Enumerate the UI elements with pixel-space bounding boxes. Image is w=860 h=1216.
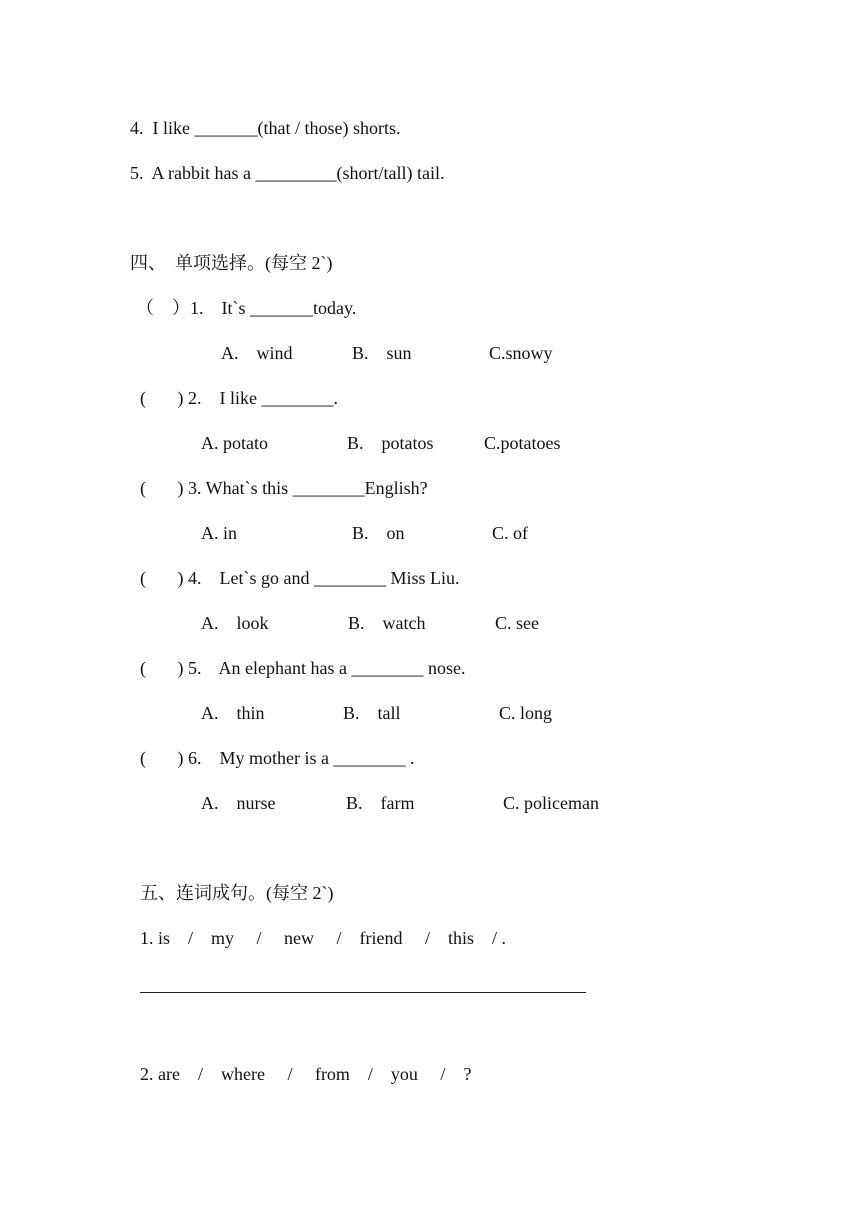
mc-q3-option-b: B. on bbox=[352, 523, 405, 543]
mc-q6-option-b: B. farm bbox=[346, 793, 415, 813]
mc-q2-option-a: A. potato bbox=[201, 433, 268, 453]
section4-heading: 四、 单项选择。(每空 2`) bbox=[130, 253, 333, 273]
section5-heading: 五、连词成句。(每空 2`) bbox=[140, 883, 334, 903]
mc-q5-option-b: B. tall bbox=[343, 703, 401, 723]
mc-question-5: ( ) 5. An elephant has a ________ nose. bbox=[140, 658, 466, 678]
mc-q2-option-b: B. potatos bbox=[347, 433, 434, 453]
mc-q1-option-b: B. sun bbox=[352, 343, 412, 363]
mc-q6-option-a: A. nurse bbox=[201, 793, 276, 813]
mc-q5-option-a: A. thin bbox=[201, 703, 265, 723]
mc-question-6: ( ) 6. My mother is a ________ . bbox=[140, 748, 415, 768]
reorder-question-1: 1. is / my / new / friend / this / . bbox=[140, 928, 506, 948]
mc-q3-option-c: C. of bbox=[492, 523, 528, 543]
mc-q4-option-b: B. watch bbox=[348, 613, 426, 633]
mc-q4-option-a: A. look bbox=[201, 613, 269, 633]
mc-q6-option-c: C. policeman bbox=[503, 793, 599, 813]
mc-q4-option-c: C. see bbox=[495, 613, 539, 633]
mc-question-3: ( ) 3. What`s this ________English? bbox=[140, 478, 428, 498]
mc-question-1: （ ）1. It`s _______today. bbox=[136, 298, 357, 318]
mc-question-4: ( ) 4. Let`s go and ________ Miss Liu. bbox=[140, 568, 460, 588]
q5-fill-blank: 5. A rabbit has a _________(short/tall) tail. bbox=[130, 163, 445, 183]
q4-fill-blank: 4. I like _______(that / those) shorts. bbox=[130, 118, 401, 138]
reorder-question-2: 2. are / where / from / you / ? bbox=[140, 1064, 472, 1084]
mc-q3-option-a: A. in bbox=[201, 523, 237, 543]
answer-line[interactable] bbox=[140, 992, 586, 993]
mc-q5-option-c: C. long bbox=[499, 703, 553, 723]
mc-q2-option-c: C.potatoes bbox=[484, 433, 561, 453]
mc-q1-option-a: A. wind bbox=[221, 343, 293, 363]
mc-question-2: ( ) 2. I like ________. bbox=[140, 388, 338, 408]
mc-q1-option-c: C.snowy bbox=[489, 343, 553, 363]
